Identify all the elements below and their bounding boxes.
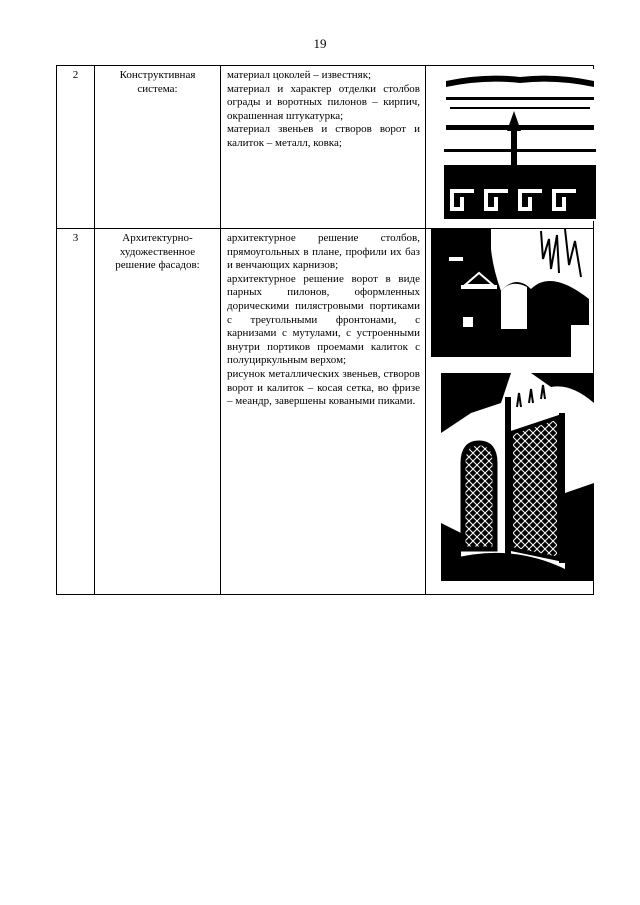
gate-pylons-photo [431, 229, 589, 357]
description-line: материал и характер отделки столбов ограды и воротных пилонов – кирпич, окрашенная штукатурка; [227, 82, 420, 122]
row-number: 3 [57, 229, 95, 595]
feature-description [221, 66, 426, 229]
description-line: архитектурное решение ворот в виде парных пилонов, оформленных дорическими пилястровыми портиками с треугольными фронтонами, с карнизами с мутулами, с устроенными внутри портиков проемами калиток с полуциркульным верхом; [227, 272, 420, 367]
photo-cell [426, 229, 594, 595]
description-line: рисунок металлических звеньев, створов ворот и калиток – косая сетка, во фризе – меандр, завершены коваными пиками. [227, 367, 420, 408]
feature-name: Архитектурно-художественное решение фасадов: [95, 229, 221, 595]
feature-name: Конструктивная система: [95, 66, 221, 229]
heritage-features-table [56, 65, 594, 595]
table-row [57, 229, 594, 595]
fence-detail-photo [444, 69, 596, 221]
table-row [57, 66, 594, 229]
description-line: архитектурное решение столбов, прямоугольных в плане, профили их баз и венчающих карнизов; [227, 232, 420, 272]
wrought-gate-photo [441, 373, 594, 581]
description-line: материал цоколей – известняк; [227, 69, 372, 81]
feature-description [221, 229, 426, 595]
page-number: 19 [313, 36, 327, 51]
row-number: 2 [57, 66, 95, 229]
photo-cell [426, 66, 594, 229]
description-line: материал звеньев и створов ворот и калиток – металл, ковка; [227, 123, 420, 149]
